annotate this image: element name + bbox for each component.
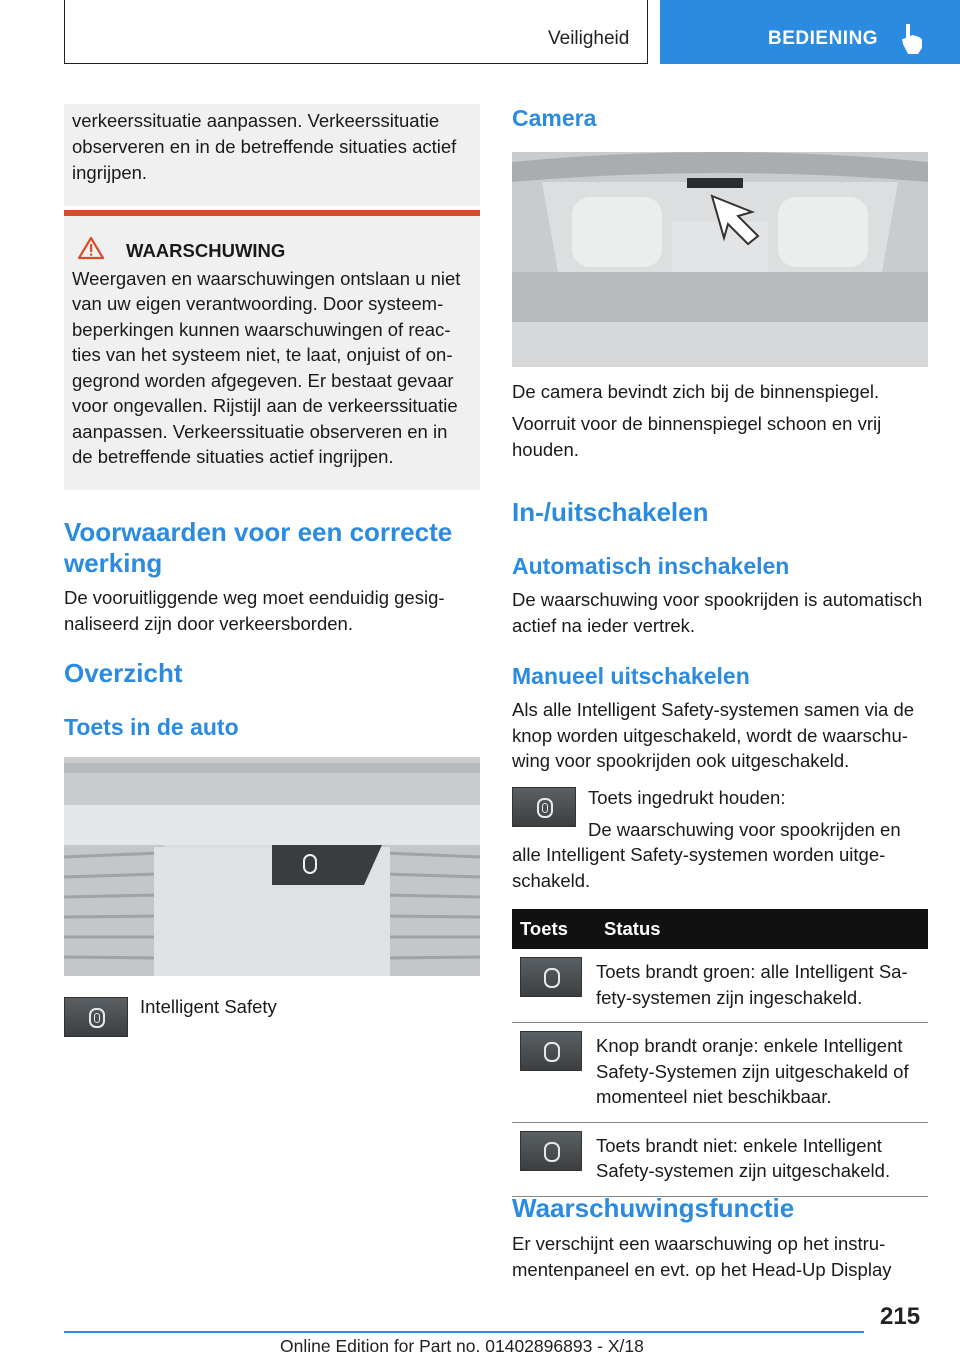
intelligent-safety-key-icon (512, 787, 576, 827)
table-cell-status: Toets brandt groen: alle Intelligent Safety-systemen zijn ingeschakeld. (596, 949, 928, 1023)
heading-voorwaarden: Voorwaarden voor een correcte werking (64, 517, 453, 578)
text-camera-1: De camera bevindt zich bij de binnenspiegel. (512, 381, 880, 402)
section-title: Veiligheid (548, 28, 630, 49)
status-table (512, 909, 928, 1197)
heading-waarschuwingsfunctie: Waarschuwingsfunctie (512, 1193, 795, 1223)
intelligent-safety-key-icon (520, 957, 582, 997)
text-toets-result-a: De waarschuwing voor spookrijden en (588, 819, 901, 840)
text-manueel: Als alle Intelligent Safety-systemen samen via de knop worden uitgeschakeld, wordt de waarschuwing voor spookrijden ook uitgeschakeld. (512, 699, 915, 771)
intelligent-safety-key-icon (520, 1131, 582, 1171)
text-waarschuwingsfunctie: Er verschijnt een waarschuwing op het instrumentenpaneel en evt. op het Head-Up Display (512, 1233, 892, 1280)
tab-bediening[interactable] (660, 0, 960, 64)
text-toets-result-b: alle Intelligent Safety-systemen worden uitgeschakeld. (512, 844, 886, 891)
intro-text: verkeerssituatie aanpassen. Verkeerssituatie observeren en in de betreffende situaties actief ingrijpen. (72, 110, 457, 183)
camera-photo (512, 152, 928, 367)
text-automatisch: De waarschuwing voor spookrijden is automatisch actief na ieder vertrek. (512, 589, 923, 636)
table-cell-status: Knop brandt oranje: enkele Intelligent Safety-Systemen zijn uitgeschakeld of momenteel niet beschikbaar. (596, 1023, 928, 1123)
heading-automatisch: Automatisch inschakelen (512, 553, 790, 579)
heading-inuit: In-/uitschakelen (512, 497, 709, 527)
intro-box (64, 104, 480, 206)
dashboard-photo (64, 757, 480, 976)
table-header-toets: Toets (512, 909, 596, 949)
table-cell-status: Toets brandt niet: enkele Intelligent Safety-systemen zijn uitgeschakeld. (596, 1122, 928, 1196)
footer-divider (64, 1331, 864, 1333)
page-number: 215 (880, 1303, 921, 1330)
heading-toets: Toets in de auto (64, 714, 239, 740)
heading-camera: Camera (512, 105, 597, 131)
table-row (512, 1023, 928, 1123)
table-row (512, 1122, 928, 1196)
text-toets-ingedrukt: Toets ingedrukt houden: (588, 787, 786, 808)
warning-text: Weergaven en waarschuwingen ontslaan u niet van uw eigen verantwoording. Door systeembeperkingen kunnen waarschuwingen of reacties van het systeem niet, te laat, onjuist of ongegrond worden afgegeven. Er bestaat gevaar voor ongevallen. Rijstijl aan de verkeerssituatie aanpassen. Verkeerssituatie observeren en in de betreffende situaties actief ingrijpen. (72, 267, 461, 467)
intelligent-safety-key-icon (520, 1031, 582, 1071)
key-label: Intelligent Safety (140, 996, 277, 1017)
table-header-row (512, 909, 928, 949)
intelligent-safety-key-icon (64, 997, 128, 1037)
warning-title: WAARSCHUWING (126, 240, 286, 261)
heading-manueel: Manueel uitschakelen (512, 663, 750, 689)
warning-box (64, 210, 480, 490)
pointing-hand-icon (898, 22, 928, 56)
text-voorwaarden: De vooruitliggende weg moet eenduidig gesignaliseerd zijn door verkeersborden. (64, 587, 445, 634)
table-header-status: Status (596, 909, 928, 949)
text-camera-2: Voorruit voor de binnenspiegel schoon en vrij houden. (512, 413, 882, 460)
table-row (512, 949, 928, 1023)
tab-label: BEDIENING (768, 28, 879, 49)
footer-edition: Online Edition for Part no. 01402896893 - X/18 (280, 1336, 644, 1356)
heading-overzicht: Overzicht (64, 658, 183, 688)
warning-triangle-icon (78, 236, 104, 260)
